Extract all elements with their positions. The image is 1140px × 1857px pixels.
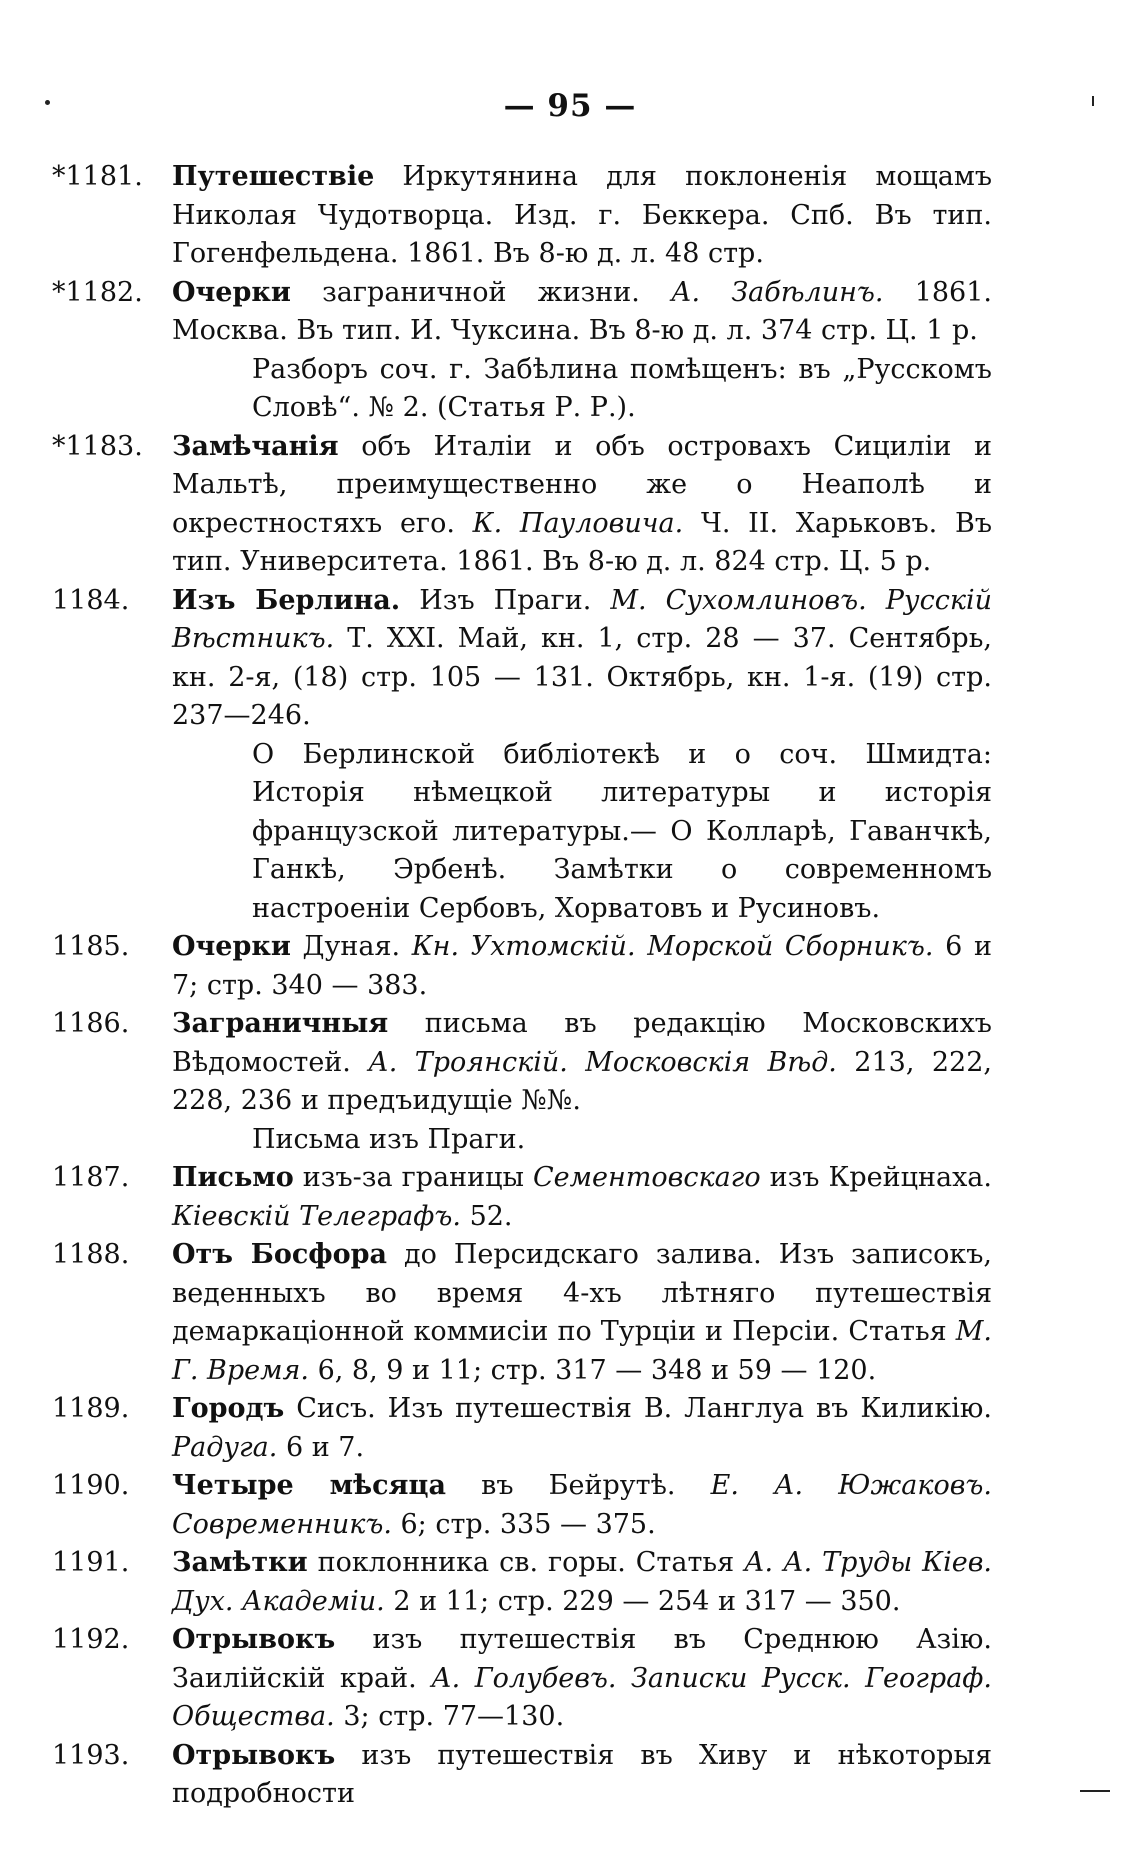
entry-text-2: изъ Крейцнаха.	[760, 1162, 992, 1193]
entry-note: Письма изъ Праги.	[252, 1123, 526, 1155]
scan-line-bottom	[1080, 1790, 1110, 1792]
entry-author: М. Сухомлиновъ.	[610, 584, 867, 616]
entry-author: К. Пауловича.	[472, 507, 684, 539]
entry-publication: Радуга.	[172, 1431, 278, 1463]
entry-text: объ Италіи и объ островахъ Сициліи и Мальтѣ, преимущественно же о Неаполѣ и окрестностяхъ его.	[172, 430, 992, 539]
entry-title: Отрывокъ	[172, 1624, 336, 1655]
entry-number: *1181.	[52, 161, 143, 192]
entry-text: изъ путешествія въ Хиву и нѣкоторыя подробности	[172, 1739, 992, 1809]
entry-number: 1184.	[52, 584, 130, 616]
entry-1192	[52, 1621, 992, 1737]
entry-publication: Русскій Вѣстникъ.	[172, 584, 992, 654]
entry-title: Заграничныя	[172, 1008, 389, 1039]
entry-title: Замѣчанія	[172, 430, 339, 462]
entry-text: письма въ редакцію Московскихъ Вѣдомостей.	[172, 1008, 992, 1078]
entry-publication: Кіевскій Телеграфъ.	[172, 1200, 461, 1232]
entry-1181	[52, 158, 992, 274]
bibliography-list	[52, 158, 992, 1814]
entry-author: А. Троянскій.	[368, 1046, 568, 1078]
entry-author: А. А.	[744, 1547, 813, 1578]
entry-text-3: 52.	[460, 1200, 513, 1232]
entry-text-2: 3; стр. 77—130.	[334, 1701, 565, 1732]
entry-text-2: 6 и 7; стр. 340 — 383.	[172, 931, 993, 1001]
entry-title: Замѣтки	[172, 1547, 308, 1578]
entry-1183	[52, 428, 992, 582]
entry-number: 1185.	[52, 931, 130, 962]
entry-1190	[52, 1467, 992, 1544]
entry-publication: Время.	[198, 1354, 309, 1386]
entry-title: Изъ Берлина.	[172, 584, 401, 616]
entry-text: поклонника св. горы. Статья	[307, 1547, 745, 1578]
entry-1189	[52, 1390, 992, 1467]
scan-mark-right	[1092, 96, 1094, 106]
entry-text: Сисъ. Изъ путешествія В. Ланглуа въ Киликію.	[284, 1393, 992, 1424]
entry-text: въ Бейрутѣ.	[445, 1470, 711, 1501]
entry-title: Путешествіе	[172, 161, 375, 192]
entry-title: Четыре мѣсяца	[172, 1470, 446, 1501]
entry-publication: Записки Русск. Географ. Общества.	[172, 1662, 993, 1732]
entry-author: Сементовскаго	[532, 1162, 761, 1193]
entry-text: изъ путешествія въ Среднюю Азію. Заилійскій край.	[172, 1624, 992, 1694]
entry-text: Иркутянина для поклоненія мощамъ Николая Чудотворца. Изд. г. Беккера. Спб. Въ тип. Гогенфельдена. 1861. Въ 8-ю д. л. 48 стр.	[172, 161, 992, 269]
entry-text-2: Ч. II. Харьковъ. Въ тип. Университета. 1861. Въ 8-ю д. л. 824 стр. Ц. 5 р.	[172, 507, 993, 577]
entry-note: Разборъ соч. г. Забѣлина помѣщенъ: въ „Русскомъ Словѣ“. № 2. (Статья Р. Р.).	[252, 353, 992, 423]
entry-1186	[52, 1005, 992, 1159]
entry-text-2: 6 и 7.	[277, 1431, 365, 1463]
entry-title: Отрывокъ	[172, 1739, 336, 1771]
entry-1191	[52, 1544, 992, 1621]
entry-number: 1187.	[52, 1162, 130, 1193]
entry-text-2: 6; стр. 335 — 375.	[391, 1508, 656, 1540]
entry-title: Очерки	[172, 276, 291, 308]
entry-1182	[52, 274, 992, 428]
entry-title: Городъ	[172, 1393, 285, 1424]
entry-author: Е. А. Южаковъ.	[710, 1470, 992, 1501]
entry-number: *1182.	[52, 276, 143, 308]
entry-text-2: 2 и 11; стр. 229 — 254 и 317 — 350.	[384, 1585, 901, 1617]
entry-number: 1190.	[52, 1470, 130, 1501]
entry-number: *1183.	[52, 430, 143, 462]
entry-author: Кн. Ухтомскій.	[411, 931, 636, 962]
entry-text: заграничной жизни.	[290, 276, 672, 308]
entry-text: до Персидскаго залива. Изъ записокъ, веденныхъ во время 4-хъ лѣтняго путешествія демаркаціонной коммисіи по Турціи и Персіи. Статья	[172, 1239, 992, 1347]
entry-number: 1192.	[52, 1624, 130, 1655]
entry-title: Письмо	[172, 1162, 294, 1193]
entry-1185	[52, 928, 992, 1005]
entry-note: О Берлинской библіотекѣ и о соч. Шмидта: Исторія нѣмецкой литературы и исторія французской литературы.— О Колларѣ, Гаванчкѣ, Ганкѣ, Эрбенѣ. Замѣтки о современномъ настроеніи Сербовъ, Хорватовъ и Русиновъ.	[252, 738, 992, 924]
entry-publication: Московскія Вѣд.	[567, 1046, 837, 1078]
entry-text: изъ-за границы	[293, 1162, 533, 1193]
entry-title: Очерки	[172, 931, 291, 962]
entry-author: М. Г.	[172, 1316, 992, 1386]
scan-mark-left	[45, 100, 50, 105]
entry-1188	[52, 1236, 992, 1390]
entry-text-2: 6, 8, 9 и 11; стр. 317 — 348 и 59 — 120.	[309, 1354, 877, 1386]
entry-number: 1188.	[52, 1239, 130, 1270]
entry-1184	[52, 582, 992, 929]
entry-publication: Морской Сборникъ.	[635, 931, 934, 962]
entry-publication: Труды Кіев. Дух. Академіи.	[172, 1547, 992, 1617]
entry-text: Изъ Праги.	[400, 584, 611, 616]
entry-text-2: 1861. Москва. Въ тип. И. Чуксина. Въ 8-ю д. л. 374 стр. Ц. 1 р.	[172, 276, 992, 346]
entry-number: 1186.	[52, 1008, 130, 1039]
entry-1193	[52, 1737, 992, 1814]
entry-author: А. Забѣлинъ.	[671, 276, 884, 308]
entry-author: А. Голубевъ.	[431, 1662, 617, 1694]
entry-1187	[52, 1159, 992, 1236]
entry-publication: Современникъ.	[172, 1508, 392, 1540]
entry-number: 1191.	[52, 1547, 130, 1578]
entry-number: 1189.	[52, 1393, 130, 1424]
entry-title: Отъ Босфора	[172, 1239, 388, 1270]
entry-text-2: 213, 222, 228, 236 и предъидущіе №№.	[172, 1046, 992, 1116]
entry-text-2: Т. XXI. Май, кн. 1, стр. 28 — 37. Сентябрь, кн. 2-я, (18) стр. 105 — 131. Октябрь, кн. 1-я. (19) стр. 237—246.	[172, 623, 992, 731]
entry-text: Дуная.	[290, 931, 412, 962]
entry-number: 1193.	[52, 1739, 130, 1771]
page-number: — 95 —	[503, 88, 637, 124]
